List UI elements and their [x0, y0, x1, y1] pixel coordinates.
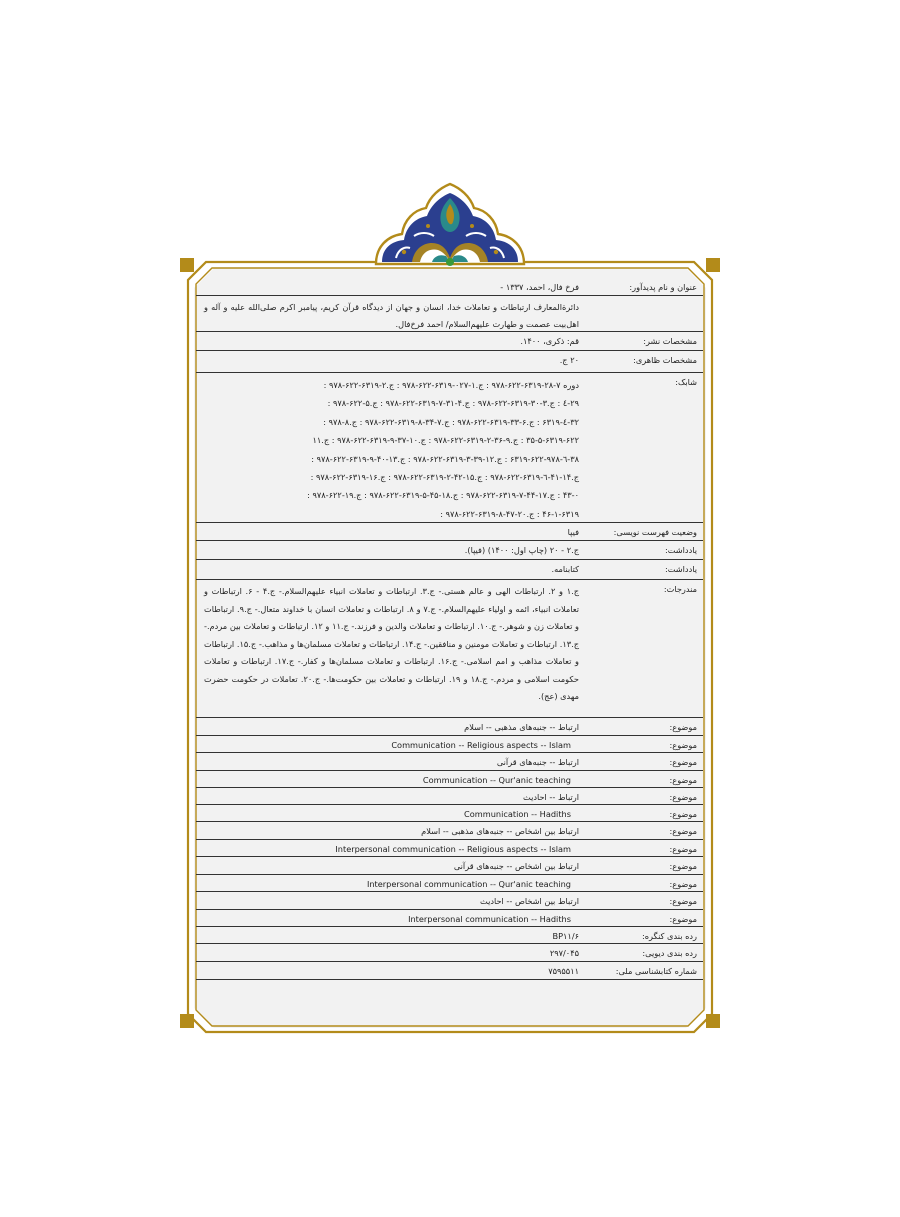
field-label: مشخصات ظاهری:	[633, 355, 697, 365]
catalog-row	[196, 788, 703, 805]
field-value	[196, 373, 579, 523]
field-label: یادداشت:	[665, 545, 697, 555]
catalog-row	[196, 523, 703, 541]
field-value: Interpersonal communication -- Hadiths	[408, 914, 571, 924]
catalog-row	[196, 892, 703, 910]
corner-square-icon	[180, 1014, 194, 1028]
catalog-row	[196, 910, 703, 927]
catalog-row	[196, 541, 703, 560]
field-label: موضوع:	[669, 879, 697, 889]
isbn-line: ۳۲-٤-۶۳۱۹ : ج.۶-۳۳-۶۳۱۹-۶۲۲-۹۷۸ : ج.۷-۳۴-۸-۶۳۱۹-۶۲۲-۹۷۸ : ج.۸-۹۷۸ :	[323, 416, 579, 427]
isbn-line: ۲۹-٤ : ج.۳-۳۰-۶۳۱۹-۶۲۲-۹۷۸ : ج.۴-۳۱-۷-۶۳۱۹-۶۲۲-۹۷۸ : ج.۵-۶۲۲-۹۷۸ :	[327, 398, 579, 409]
catalog-row	[196, 875, 703, 892]
catalog-row	[196, 927, 703, 944]
field-value: ۷۵۹۵۵۱۱	[548, 966, 579, 976]
catalog-row	[196, 736, 703, 753]
field-label: موضوع:	[669, 740, 697, 750]
catalog-row	[196, 822, 703, 840]
catalog-row	[196, 805, 703, 822]
field-label: عنوان و نام پدیدآور:	[629, 282, 697, 292]
field-value: کتابنامه.	[551, 564, 579, 574]
field-value: ارتباط -- جنبه‌های قرآنی	[496, 757, 579, 767]
field-value: ۲۹۷/۰۴۵	[549, 948, 579, 958]
field-label: موضوع:	[669, 844, 697, 854]
field-label: موضوع:	[669, 809, 697, 819]
field-value: ارتباط بین اشخاص -- جنبه‌های قرآنی	[453, 861, 579, 871]
field-label: موضوع:	[669, 757, 697, 767]
field-value: Interpersonal communication -- Religious aspects -- Islam	[335, 844, 571, 854]
catalog-row	[196, 718, 703, 736]
field-label: شماره کتابشناسی ملی:	[615, 966, 697, 976]
field-label: موضوع:	[669, 722, 697, 732]
catalog-row	[196, 771, 703, 788]
corner-square-icon	[706, 1014, 720, 1028]
catalog-row	[196, 944, 703, 962]
field-value: Interpersonal communication -- Qur'anic teaching	[366, 879, 571, 889]
catalog-row	[196, 857, 703, 875]
catalog-row	[196, 332, 703, 351]
catalog-row	[196, 962, 703, 980]
field-label: موضوع:	[669, 914, 697, 924]
islamic-crown-ornament-icon	[376, 184, 524, 266]
catalog-card	[196, 278, 703, 1016]
catalog-row	[196, 560, 703, 580]
field-value: Communication -- Religious aspects -- Islam	[391, 740, 571, 750]
catalog-row	[196, 351, 703, 373]
field-label: شابک:	[675, 377, 697, 387]
field-label: مندرجات:	[663, 584, 697, 594]
field-label: موضوع:	[669, 861, 697, 871]
field-value: BP۱۱/۶	[552, 931, 579, 941]
field-value: ج.۱ و ۲. ارتباطات الهی و عالم هستی.- ج.۳. ارتباطات و تعاملات انبیاء علیهم‌السلام.- ج.۴ - ۶. ارتباطات و تعاملات انبیاء، ائمه و اولیاء علیهم‌السلام.- ج.۷ و ۸. ارتباطات و تعاملات انسان با خداوند متعال.- ج.۹. ارتباطات و تعاملات زن و شوهر.- ج.۱۰. ارتباطات و تعاملات والدین و فرزند.- ج.۱۱ و ۱۲. ارتباطات و تعاملات بین مردم.- ج.۱۳. ارتباطات و تعاملات مومنین و منافقین.- ج.۱۴. ارتباطات و تعاملات مسلمان‌ها و مذاهب.- ج.۱۵. ارتباطات و تعاملات مذاهب و امم اسلامی.- ج.۱۶. ارتباطات و تعاملات مسلمان‌ها و کفار.- ج.۱۷. ارتباطات و تعاملات حکومت اسلامی و مردم.- ج.۱۸ و ۱۹. ارتباطات و تعاملات بین حکومت‌ها.- ج.۲۰. تعاملات در حکومت حضرت مهدی (عج).	[204, 586, 579, 701]
field-value: ارتباط بین اشخاص -- احادیث	[480, 896, 579, 906]
field-label: موضوع:	[669, 792, 697, 802]
corner-square-icon	[706, 258, 720, 272]
field-label	[579, 296, 703, 299]
field-value: ارتباط -- جنبه‌های مذهبی -- اسلام	[464, 722, 579, 732]
field-label: یادداشت:	[665, 564, 697, 574]
catalog-row	[196, 580, 703, 718]
field-label: رده بندی کنگره:	[641, 931, 697, 941]
catalog-row	[196, 840, 703, 857]
isbn-line: ۴۳-۰ : ج.۱۷-۴۴-۷-۶۳۱۹-۶۲۲-۹۷۸ : ج.۱۸-۴۵-۵-۶۳۱۹-۶۲۲-۹۷۸ : ج.۱۹-۶۲۲-۹۷۸ :	[307, 490, 579, 501]
corner-square-icon	[180, 258, 194, 272]
catalog-row	[196, 373, 703, 523]
field-value: ۲۰ ج.	[559, 355, 579, 365]
field-value: ارتباط -- احادیث	[523, 792, 579, 802]
field-value: Communication -- Hadiths	[464, 809, 571, 819]
field-value: ارتباط بین اشخاص -- جنبه‌های مذهبی -- اسلام	[421, 826, 579, 836]
isbn-line: ج.۱۴-۴۱-٦-۶۳۱۹-۶۲۲-۹۷۸ : ج.۱۵-۴۲-۲-۶۳۱۹-۶۲۲-۹۷۸ : ج.۱۶-۶۳۱۹-۶۲۲-۹۷۸ :	[310, 472, 579, 483]
field-label: رده بندی دیویی:	[642, 948, 697, 958]
catalog-row	[196, 753, 703, 771]
isbn-line: ۳۵-۵-۶۳۱۹-۶۲۲ : ج.۹-۳۶-۲-۶۳۱۹-۶۲۲-۹۷۸ : ج.۱۰-۳۷-۹-۶۳۱۹-۶۲۲-۹۷۸ : ج.۱۱	[312, 435, 579, 446]
field-value: ج.۲ - ۲۰ (چاپ اول: ۱۴۰۰) (فیپا).	[464, 545, 579, 555]
field-value: Communication -- Qur'anic teaching	[422, 775, 571, 785]
isbn-line: ۳۸-٦-۶۳۱۹-۶۲۲-۹۷۸ : ج.۱۲-۳۹-۳-۶۳۱۹-۶۲۲-۹۷۸ : ج.۱۳-۴۰-۹-۶۳۱۹-۶۲۲-۹۷۸ :	[311, 453, 579, 464]
field-label: وضعیت فهرست نویسی:	[613, 527, 697, 537]
isbn-line: دوره ۷-۲۸-۶۳۱۹-۶۲۲-۹۷۸ : ج.۱-۰۲۷-۶۳۱۹-۶۲۲-۹۷۸ : ج.۲-۶۳۱۹-۶۲۲-۹۷۸ :	[323, 380, 579, 390]
field-label: موضوع:	[669, 896, 697, 906]
field-value: قم: ذکری، ۱۴۰۰.	[520, 336, 579, 346]
field-label: موضوع:	[669, 826, 697, 836]
catalog-row	[196, 278, 703, 296]
field-value: فرخ فال، احمد، ۱۳۳۷ -	[500, 282, 579, 292]
field-value: دائرةالمعارف ارتباطات و تعاملات خدا، انسان و جهان از دیدگاه قرآن کریم، پیامبر اکرم صلی‌الله علیه و آله و اهل‌بیت عصمت و طهارت علیهم‌السلام/ احمد فرخ‌فال.	[204, 302, 579, 329]
isbn-line: ۴۶-۱-۶۳۱۹ : ج.۲۰-۴۷-۸-۶۳۱۹-۶۲۲-۹۷۸ :	[440, 508, 579, 519]
catalog-record-list	[196, 278, 703, 980]
field-label: مشخصات نشر:	[643, 336, 697, 346]
field-value: فیپا	[567, 527, 579, 537]
catalog-row	[196, 296, 703, 332]
field-label: موضوع:	[669, 775, 697, 785]
